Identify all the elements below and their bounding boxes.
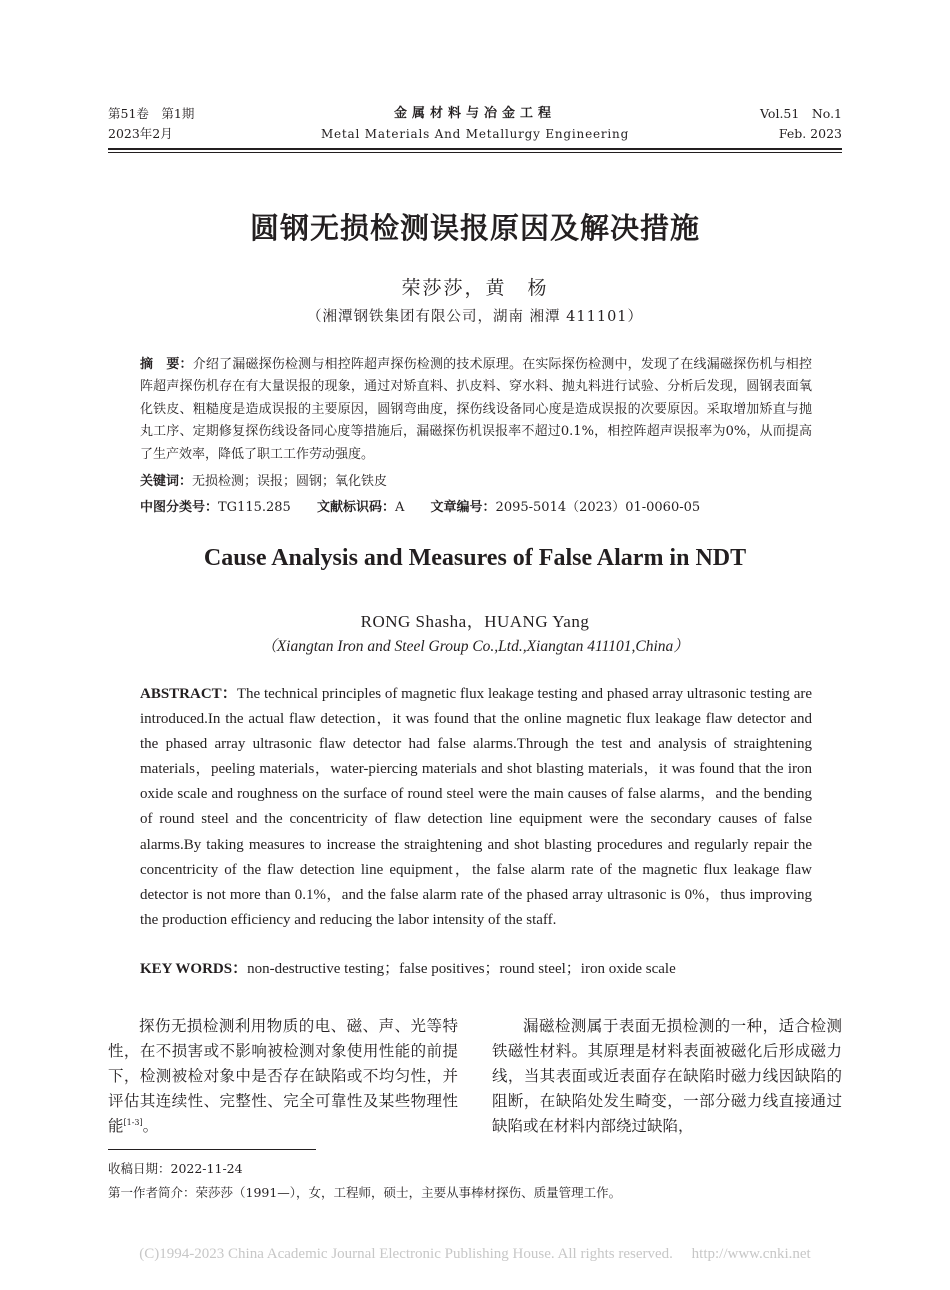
cnki-watermark: (C)1994-2023 China Academic Journal Electronic Publishing House. All rights reserved. http://www.cnki.net: [139, 1246, 811, 1262]
title-en: Cause Analysis and Measures of False Alarm in NDT: [203, 545, 747, 571]
footnote-received: 收稿日期：2022-11-24: [108, 1161, 243, 1176]
title-cn: 圆钢无损检测误报原因及解决措施: [249, 211, 700, 245]
body-column-right: [492, 1014, 842, 1139]
footnote-rule: [108, 1149, 316, 1150]
citation-ref: [1-3]: [123, 1117, 143, 1127]
abstract-cn-label: 摘 要：: [140, 357, 193, 372]
volume-cn: 第51卷 第1期: [108, 106, 195, 121]
affiliation-en: （Xiangtan Iron and Steel Group Co.,Ltd.,Xiangtan 411101,China）: [261, 638, 689, 655]
header-rule-thick: [108, 148, 842, 150]
clc-label: 中图分类号：: [140, 500, 219, 515]
abstract-cn: [140, 354, 812, 466]
classification-line: [140, 498, 812, 518]
body-paragraph: 漏磁检测属于表面无损检测的一种，适合检测铁磁性材料。其原理是材料表面被磁化后形成磁力线，当其表面或近表面存在缺陷时磁力线因缺陷的阻断，在缺陷处发生畸变，一部分磁力线直接通过缺陷或在材料内部绕过缺陷，: [492, 1017, 842, 1135]
header-right: [760, 104, 842, 144]
footnote-author-bio: 第一作者简介：荣莎莎（1991—），女，工程师，硕士，主要从事棒材探伤、质量管理工作。: [108, 1185, 622, 1200]
journal-name-en: Metal Materials And Metallurgy Engineering: [320, 127, 630, 141]
body-column-left: [108, 1014, 458, 1139]
date-en: Feb. 2023: [778, 126, 842, 141]
abstract-en-label: ABSTRACT：: [140, 686, 237, 702]
keywords-en-text: non-destructive testing；false positives；round steel；iron oxide scale: [247, 961, 676, 977]
keywords-cn-text: 无损检测；误报；圆钢；氧化铁皮: [192, 474, 388, 489]
keywords-en-label: KEY WORDS：: [140, 961, 248, 977]
clc-value: TG115.285: [218, 500, 291, 515]
body-left-text: 探伤无损检测利用物质的电、磁、声、光等特性，在不损害或不影响被检测对象使用性能的前提下，检测被检对象中是否存在缺陷或不均匀性，并评估其连续性、完整性、完全可靠性及某些物理性能: [108, 1017, 458, 1135]
doc-code-value: A: [395, 500, 405, 515]
authors-en: RONG Shasha，HUANG Yang: [360, 612, 590, 631]
abstract-en-text: The technical principles of magnetic flux leakage testing and phased array ultrasonic testing are introduced.In the actual flaw detection，it was found that the online magnetic flux leakage flaw detector and the phased array ultrasonic flaw detector had false alarms.Through the test and analysis of straightening materials，peeling materials，water-piercing materials and shot blasting materials，it was found that the iron oxide scale and roughness on the surface of round steel were the main causes of false alarms，and the bending of round steel and the concentricity of flaw detection line equipment were the secondary causes of false alarms.By taking measures to increase the straightening and shot blasting procedures and regularly repair the concentricity of the flaw detection line equipment，the false alarm rate of the magnetic flux leakage flaw detector is not more than 0.1%，and the false alarm rate of the phased array ultrasonic is 0%，thus improving the production efficiency and reducing the labor intensity of the staff.: [140, 686, 813, 928]
journal-name-cn: 金属材料与冶金工程: [393, 106, 556, 121]
body-paragraph: [108, 1014, 458, 1139]
body-left-end: 。: [142, 1117, 159, 1135]
volume-en: Vol.51 No.1: [760, 106, 842, 121]
affiliation-cn: （湘潭钢铁集团有限公司，湖南 湘潭 411101）: [306, 309, 644, 325]
header-center: [108, 104, 842, 144]
article-id-value: 2095-5014（2023）01-0060-05: [495, 500, 701, 515]
authors-cn: 荣莎莎，黄 杨: [401, 277, 549, 299]
keywords-en: [140, 958, 812, 980]
keywords-cn-label: 关键词：: [140, 474, 193, 489]
date-cn: 2023年2月: [108, 126, 173, 141]
doc-code-label: 文献标识码：: [316, 500, 395, 515]
article-id-label: 文章编号：: [430, 500, 496, 515]
running-header: [108, 104, 842, 148]
keywords-cn: [140, 472, 812, 492]
abstract-en: [140, 682, 812, 933]
abstract-cn-text: 介绍了漏磁探伤检测与相控阵超声探伤检测的技术原理。在实际探伤检测中，发现了在线漏磁探伤机与相控阵超声探伤机存在有大量误报的现象，通过对矫直料、扒皮料、穿水料、抛丸料进行试验、分析后发现，圆钢表面氧化铁皮、粗糙度是造成误报的主要原因，圆钢弯曲度，探伤线设备同心度是造成误报的次要原因。采取增加矫直与抛丸工序、定期修复探伤线设备同心度等措施后，漏磁探伤机误报率不超过0.1%，相控阵超声误报率为0%，从而提高了生产效率，降低了职工工作劳动强度。: [140, 357, 812, 462]
header-rule-thin: [108, 152, 842, 153]
